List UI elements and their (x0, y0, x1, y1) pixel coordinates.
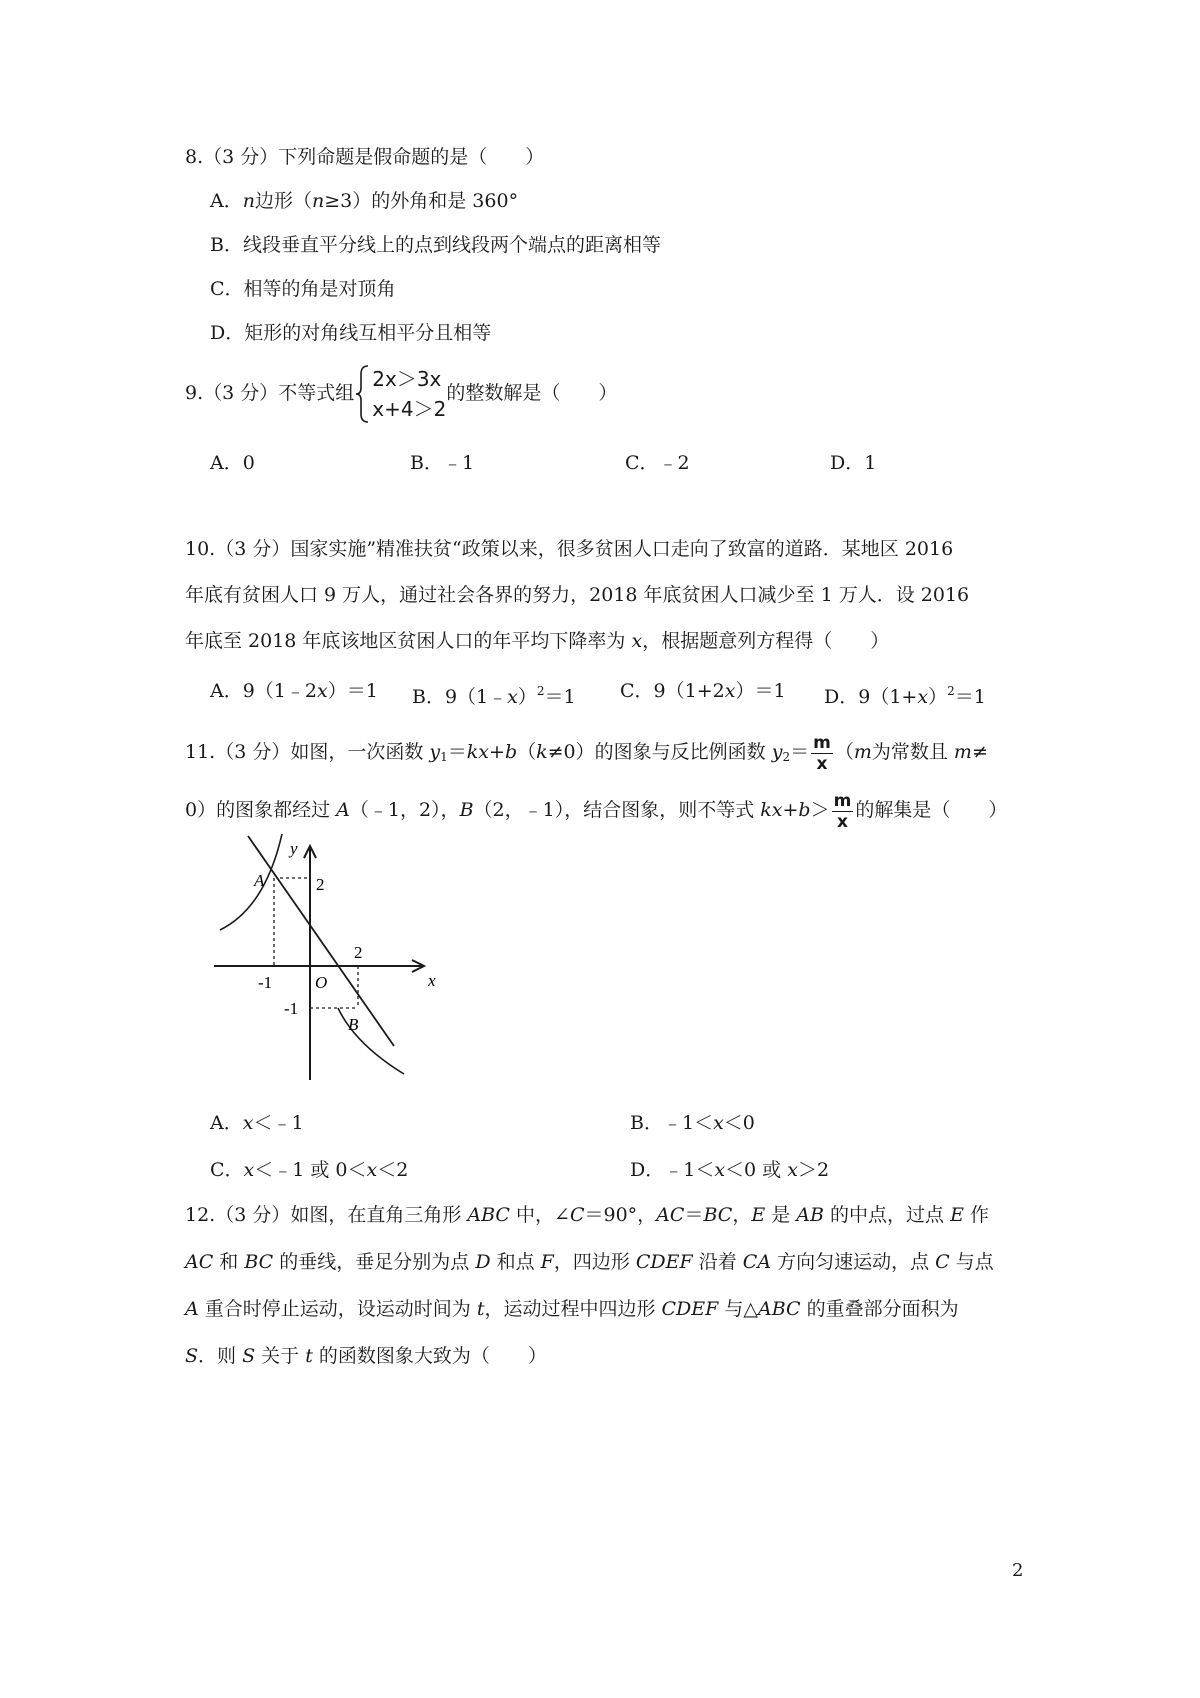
q8-option-a: A．n边形（n≥3）的外角和是 360° (210, 190, 519, 212)
brace-icon (354, 364, 370, 424)
q9-option-d: D．1 (830, 452, 877, 474)
q9-option-a: A．0 (210, 452, 255, 474)
q10-option-a: A．9（1﹣2x）＝1 (210, 680, 378, 702)
q10-line-2: 年底有贫困人口 9 万人，通过社会各界的努力，2018 年底贫困人口减少至 1 万人．设 2016 (185, 584, 970, 606)
q11-option-c: C．x＜﹣1 或 0＜x＜2 (210, 1159, 409, 1181)
q11-option-a: A．x＜﹣1 (210, 1112, 304, 1134)
q10-option-c: C．9（1+2x）＝1 (620, 680, 786, 702)
function-graph (210, 834, 440, 1084)
hyperbola-branch-left (220, 834, 282, 930)
linear-function-line (248, 836, 394, 1046)
q11-option-d: D．﹣1＜x＜0 或 x＞2 (630, 1159, 830, 1181)
q12-line-1: 12.（3 分）如图，在直角三角形 ABC 中，∠C＝90°，AC＝BC，E 是 AB 的中点，过点 E 作 (185, 1204, 989, 1226)
label-x-neg1: -1 (258, 973, 273, 992)
label-y-2: 2 (316, 875, 325, 894)
q8-option-c: C．相等的角是对顶角 (210, 278, 396, 300)
q10-option-b: B．9（1﹣x）$^2$＝1 (412, 684, 576, 708)
label-y: y (290, 839, 298, 858)
q10-option-d: D．$9(1+x)^2=1$ (824, 684, 986, 708)
label-point-a: A (254, 871, 265, 890)
inequality-row-2: x+4＞2 (372, 397, 447, 421)
inequality-system (354, 364, 446, 424)
q9-option-c: C．﹣2 (625, 452, 690, 474)
label-x-2: 2 (354, 943, 363, 962)
label-y-neg1: -1 (284, 999, 299, 1018)
page-number: 2 (1012, 1560, 1024, 1581)
q12-line-2: AC 和 BC 的垂线，垂足分别为点 D 和点 F，四边形 CDEF 沿着 CA 方向匀速运动，点 C 与点 (185, 1251, 994, 1273)
q12-line-4: S．则 S 关于 t 的函数图象大致为（ ） (185, 1345, 547, 1367)
q8-option-b: B．线段垂直平分线上的点到线段两个端点的距离相等 (210, 234, 661, 256)
q12-line-3: A 重合时停止运动，设运动时间为 t，运动过程中四边形 CDEF 与△ABC 的重叠部分面积为 (185, 1298, 959, 1320)
q10-line-3: 年底至 2018 年底该地区贫困人口的年平均下降率为 x，根据题意列方程得（ ） (185, 630, 890, 652)
q11-line-1: 11.（3 分）如图，一次函数 $y_1=kx+b(k\ne 0)$的图象与反比例函数 $y_2=$ $\frac{m}{x}$ （m为常数且 m≠ (185, 732, 988, 774)
q8-option-d: D．矩形的对角线互相平分且相等 (210, 322, 492, 344)
q9-option-b: B．﹣1 (410, 452, 475, 474)
q8-stem: 8.（3 分）下列命题是假命题的是（ ） (185, 146, 545, 168)
q11-option-b: B．﹣1＜x＜0 (630, 1112, 755, 1134)
q9-stem: 9.（3 分）不等式组 2x＞3x x+4＞2 的整数解是（ ） (185, 363, 617, 424)
fraction-m-over-x: $\frac{m}{x}$ (813, 732, 831, 774)
inequality-row-1: 2x＞3x (372, 367, 442, 391)
q11-line-2: 0）的图象都经过 A（﹣1，2），B（2，﹣1），结合图象，则不等式 kx+b＞ $\frac{m}{x}$ 的解集是（ ） (185, 790, 1008, 832)
q10-line-1: 10.（3 分）国家实施”精准扶贫“政策以来，很多贫困人口走向了致富的道路．某地区 2016 (185, 538, 954, 560)
label-point-b: B (348, 1015, 359, 1034)
fraction-m-over-x: $\frac{m}{x}$ (833, 790, 852, 832)
label-origin: O (315, 973, 328, 992)
label-x: x (428, 971, 436, 990)
